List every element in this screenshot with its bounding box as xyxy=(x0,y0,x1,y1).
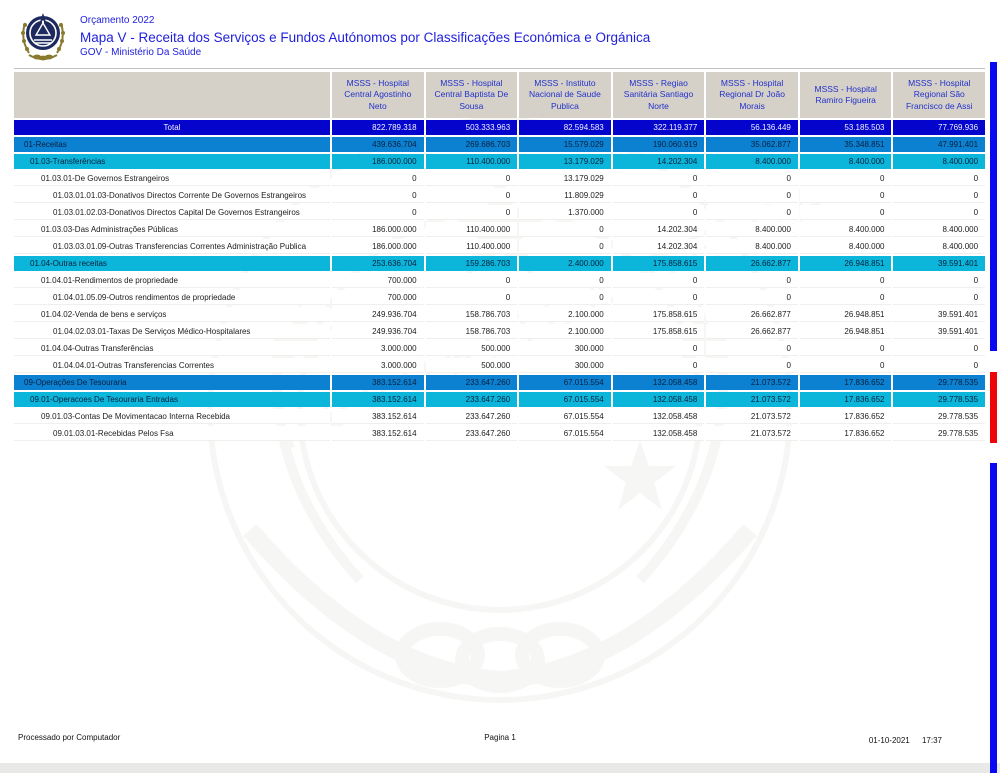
table-row xyxy=(14,222,985,237)
cell-value: 110.400.000 xyxy=(426,222,518,237)
cell-value: 132.058.458 xyxy=(613,409,705,424)
row-label: Total xyxy=(14,120,330,135)
cell-value: 2.100.000 xyxy=(519,307,611,322)
cell-value: 233.647.260 xyxy=(426,426,518,441)
row-label: 01.03.01-De Governos Estrangeiros xyxy=(14,171,330,186)
cell-value: 822.789.318 xyxy=(332,120,424,135)
cell-value: 47.991.401 xyxy=(893,137,985,152)
row-label: 01.04.01.05.09-Outros rendimentos de propriedade xyxy=(14,290,330,305)
table-row xyxy=(14,358,985,373)
cell-value: 67.015.554 xyxy=(519,426,611,441)
table-row xyxy=(14,290,985,305)
cell-value: 0 xyxy=(893,188,985,203)
cell-value: 0 xyxy=(613,358,705,373)
cell-value: 8.400.000 xyxy=(706,222,798,237)
cell-value: 0 xyxy=(613,341,705,356)
row-label: 09.01.03.01-Recebidas Pelos Fsa xyxy=(14,426,330,441)
cell-value: 0 xyxy=(706,341,798,356)
cell-value: 8.400.000 xyxy=(893,222,985,237)
cell-value: 0 xyxy=(800,188,892,203)
cell-value: 11.809.029 xyxy=(519,188,611,203)
cell-value: 0 xyxy=(706,171,798,186)
row-label-column-header xyxy=(14,72,330,118)
budget-year-label: Orçamento 2022 xyxy=(80,15,155,26)
cell-value: 0 xyxy=(706,205,798,220)
cell-value: 39.591.401 xyxy=(893,307,985,322)
cell-value: 233.647.260 xyxy=(426,375,518,390)
cell-value: 383.152.614 xyxy=(332,375,424,390)
cell-value: 2.400.000 xyxy=(519,256,611,271)
cell-value: 0 xyxy=(706,188,798,203)
cell-value: 0 xyxy=(893,205,985,220)
cell-value: 132.058.458 xyxy=(613,392,705,407)
cell-value: 159.286.703 xyxy=(426,256,518,271)
cell-value: 14.202.304 xyxy=(613,239,705,254)
page-title: Mapa V - Receita dos Serviços e Fundos Autónomos por Classificações Económica e Orgánica xyxy=(80,30,651,45)
cell-value: 3.000.000 xyxy=(332,358,424,373)
cell-value: 14.202.304 xyxy=(613,222,705,237)
cell-value: 0 xyxy=(613,171,705,186)
cell-value: 322.119.377 xyxy=(613,120,705,135)
cell-value: 26.662.877 xyxy=(706,324,798,339)
cell-value: 56.136.449 xyxy=(706,120,798,135)
report-table xyxy=(14,72,985,443)
cell-value: 0 xyxy=(332,205,424,220)
column-header: MSSS - Regiao Sanitária Santiago Norte xyxy=(613,72,705,118)
cell-value: 0 xyxy=(893,358,985,373)
cell-value: 0 xyxy=(800,273,892,288)
cell-value: 13.179.029 xyxy=(519,171,611,186)
cell-value: 233.647.260 xyxy=(426,409,518,424)
row-label: 01.04.04.01-Outras Transferencias Correntes xyxy=(14,358,330,373)
column-header: MSSS - Instituto Nacional de Saude Publica xyxy=(519,72,611,118)
cell-value: 0 xyxy=(800,290,892,305)
cell-value: 0 xyxy=(519,239,611,254)
cell-value: 300.000 xyxy=(519,358,611,373)
cell-value: 0 xyxy=(426,273,518,288)
column-header: MSSS - Hospital Ramiro Figueira xyxy=(800,72,892,118)
cell-value: 383.152.614 xyxy=(332,409,424,424)
cell-value: 8.400.000 xyxy=(800,222,892,237)
ministry-subtitle: GOV - Ministério Da Saúde xyxy=(80,47,202,58)
cell-value: 21.073.572 xyxy=(706,392,798,407)
cell-value: 3.000.000 xyxy=(332,341,424,356)
cell-value: 110.400.000 xyxy=(426,239,518,254)
row-label: 01.03-Transferências xyxy=(14,154,330,169)
cell-value: 0 xyxy=(332,188,424,203)
coat-of-arms-logo xyxy=(19,9,67,61)
cell-value: 26.948.851 xyxy=(800,324,892,339)
column-header: MSSS - Hospital Regional Dr João Morais xyxy=(706,72,798,118)
cell-value: 158.786.703 xyxy=(426,324,518,339)
cell-value: 14.202.304 xyxy=(613,154,705,169)
cell-value: 13.179.029 xyxy=(519,154,611,169)
table-row xyxy=(14,392,985,407)
cell-value: 253.636.704 xyxy=(332,256,424,271)
cell-value: 8.400.000 xyxy=(893,239,985,254)
cell-value: 0 xyxy=(893,171,985,186)
column-header: MSSS - Hospital Regional São Francisco de Assi xyxy=(893,72,985,118)
table-header-row xyxy=(14,72,985,118)
cell-value: 500.000 xyxy=(426,341,518,356)
cell-value: 29.778.535 xyxy=(893,392,985,407)
cell-value: 175.858.615 xyxy=(613,307,705,322)
footer-processed-label: Processado por Computador xyxy=(18,733,121,742)
cell-value: 249.936.704 xyxy=(332,307,424,322)
page-bottom-edge xyxy=(0,763,1000,773)
cell-value: 186.000.000 xyxy=(332,239,424,254)
cell-value: 0 xyxy=(800,358,892,373)
row-label: 01.03.03.01.09-Outras Transferencias Correntes Administração Publica xyxy=(14,239,330,254)
cell-value: 500.000 xyxy=(426,358,518,373)
cell-value: 383.152.614 xyxy=(332,392,424,407)
cell-value: 35.062.877 xyxy=(706,137,798,152)
row-label: 01.03.01.01.03-Donativos Directos Corrente De Governos Estrangeiros xyxy=(14,188,330,203)
cell-value: 8.400.000 xyxy=(706,239,798,254)
cell-value: 190.060.919 xyxy=(613,137,705,152)
cell-value: 35.348.851 xyxy=(800,137,892,152)
cell-value: 0 xyxy=(800,171,892,186)
cell-value: 29.778.535 xyxy=(893,375,985,390)
table-body xyxy=(14,120,985,441)
cell-value: 17.836.652 xyxy=(800,375,892,390)
cell-value: 17.836.652 xyxy=(800,392,892,407)
cell-value: 110.400.000 xyxy=(426,154,518,169)
table-row xyxy=(14,205,985,220)
cell-value: 0 xyxy=(426,188,518,203)
cell-value: 503.333.963 xyxy=(426,120,518,135)
cell-value: 8.400.000 xyxy=(800,154,892,169)
cell-value: 0 xyxy=(519,273,611,288)
header-divider xyxy=(14,68,985,69)
cell-value: 39.591.401 xyxy=(893,324,985,339)
cell-value: 0 xyxy=(800,205,892,220)
cell-value: 0 xyxy=(519,290,611,305)
table-row xyxy=(14,171,985,186)
table-row xyxy=(14,120,985,135)
cell-value: 158.786.703 xyxy=(426,307,518,322)
table-row xyxy=(14,375,985,390)
table-row xyxy=(14,188,985,203)
cell-value: 0 xyxy=(706,358,798,373)
table-row xyxy=(14,324,985,339)
page-edge-bar-blue-top xyxy=(990,62,997,351)
cell-value: 0 xyxy=(519,222,611,237)
cell-value: 8.400.000 xyxy=(706,154,798,169)
cell-value: 300.000 xyxy=(519,341,611,356)
cell-value: 0 xyxy=(332,171,424,186)
row-label: 09-Operações De Tesouraria xyxy=(14,375,330,390)
row-label: 09.01.03-Contas De Movimentacao Interna Recebida xyxy=(14,409,330,424)
cell-value: 186.000.000 xyxy=(332,222,424,237)
cell-value: 39.591.401 xyxy=(893,256,985,271)
page-edge-bar-red xyxy=(990,372,997,443)
cell-value: 2.100.000 xyxy=(519,324,611,339)
cell-value: 0 xyxy=(613,290,705,305)
cell-value: 26.948.851 xyxy=(800,307,892,322)
cell-value: 700.000 xyxy=(332,290,424,305)
row-label: 01.04-Outras receitas xyxy=(14,256,330,271)
row-label: 01.04.01-Rendimentos de propriedade xyxy=(14,273,330,288)
cell-value: 15.579.029 xyxy=(519,137,611,152)
cell-value: 29.778.535 xyxy=(893,409,985,424)
page-footer xyxy=(0,733,1000,749)
cell-value: 67.015.554 xyxy=(519,392,611,407)
cell-value: 0 xyxy=(426,205,518,220)
column-header: MSSS - Hospital Central Baptista De Sousa xyxy=(426,72,518,118)
row-label: 09.01-Operacoes De Tesouraria Entradas xyxy=(14,392,330,407)
table-row xyxy=(14,341,985,356)
cell-value: 82.594.583 xyxy=(519,120,611,135)
cell-value: 269.686.703 xyxy=(426,137,518,152)
cell-value: 0 xyxy=(893,290,985,305)
cell-value: 26.948.851 xyxy=(800,256,892,271)
page-edge-bar-blue-bottom xyxy=(990,463,997,773)
cell-value: 67.015.554 xyxy=(519,409,611,424)
cell-value: 132.058.458 xyxy=(613,426,705,441)
cell-value: 21.073.572 xyxy=(706,375,798,390)
cell-value: 26.662.877 xyxy=(706,307,798,322)
cell-value: 8.400.000 xyxy=(893,154,985,169)
table-row xyxy=(14,256,985,271)
cell-value: 0 xyxy=(706,290,798,305)
cell-value: 21.073.572 xyxy=(706,426,798,441)
cell-value: 0 xyxy=(426,290,518,305)
row-label: 01.03.01.02.03-Donativos Directos Capital De Governos Estrangeiros xyxy=(14,205,330,220)
cell-value: 0 xyxy=(613,188,705,203)
cell-value: 77.769.936 xyxy=(893,120,985,135)
cell-value: 700.000 xyxy=(332,273,424,288)
cell-value: 249.936.704 xyxy=(332,324,424,339)
row-label: 01.03.03-Das Administrações Públicas xyxy=(14,222,330,237)
row-label: 01.04.02-Venda de bens e serviços xyxy=(14,307,330,322)
cell-value: 17.836.652 xyxy=(800,426,892,441)
table-row xyxy=(14,426,985,441)
footer-page-number: Pagina 1 xyxy=(484,733,516,742)
cell-value: 0 xyxy=(893,273,985,288)
cell-value: 233.647.260 xyxy=(426,392,518,407)
page-header xyxy=(0,0,1000,68)
table-row xyxy=(14,137,985,152)
row-label: 01-Receitas xyxy=(14,137,330,152)
table-row xyxy=(14,154,985,169)
cell-value: 0 xyxy=(426,171,518,186)
cell-value: 0 xyxy=(800,341,892,356)
table-row xyxy=(14,273,985,288)
table-row xyxy=(14,409,985,424)
footer-date: 01-10-2021 xyxy=(868,736,910,745)
cell-value: 1.370.000 xyxy=(519,205,611,220)
cell-value: 53.185.503 xyxy=(800,120,892,135)
cell-value: 439.636.704 xyxy=(332,137,424,152)
cell-value: 186.000.000 xyxy=(332,154,424,169)
cell-value: 383.152.614 xyxy=(332,426,424,441)
cell-value: 0 xyxy=(613,273,705,288)
column-header: MSSS - Hospital Central Agostinho Neto xyxy=(332,72,424,118)
cell-value: 0 xyxy=(893,341,985,356)
row-label: 01.04.04-Outras Transferências xyxy=(14,341,330,356)
table-row xyxy=(14,307,985,322)
cell-value: 21.073.572 xyxy=(706,409,798,424)
cell-value: 8.400.000 xyxy=(800,239,892,254)
cell-value: 175.858.615 xyxy=(613,256,705,271)
cell-value: 0 xyxy=(706,273,798,288)
cell-value: 26.662.877 xyxy=(706,256,798,271)
cell-value: 29.778.535 xyxy=(893,426,985,441)
row-label: 01.04.02.03.01-Taxas De Serviços Médico-Hospitalares xyxy=(14,324,330,339)
cell-value: 132.058.458 xyxy=(613,375,705,390)
cell-value: 0 xyxy=(613,205,705,220)
footer-time: 17:37 xyxy=(921,736,942,745)
footer-datetime xyxy=(859,736,942,745)
cell-value: 175.858.615 xyxy=(613,324,705,339)
cell-value: 17.836.652 xyxy=(800,409,892,424)
cell-value: 67.015.554 xyxy=(519,375,611,390)
table-row xyxy=(14,239,985,254)
